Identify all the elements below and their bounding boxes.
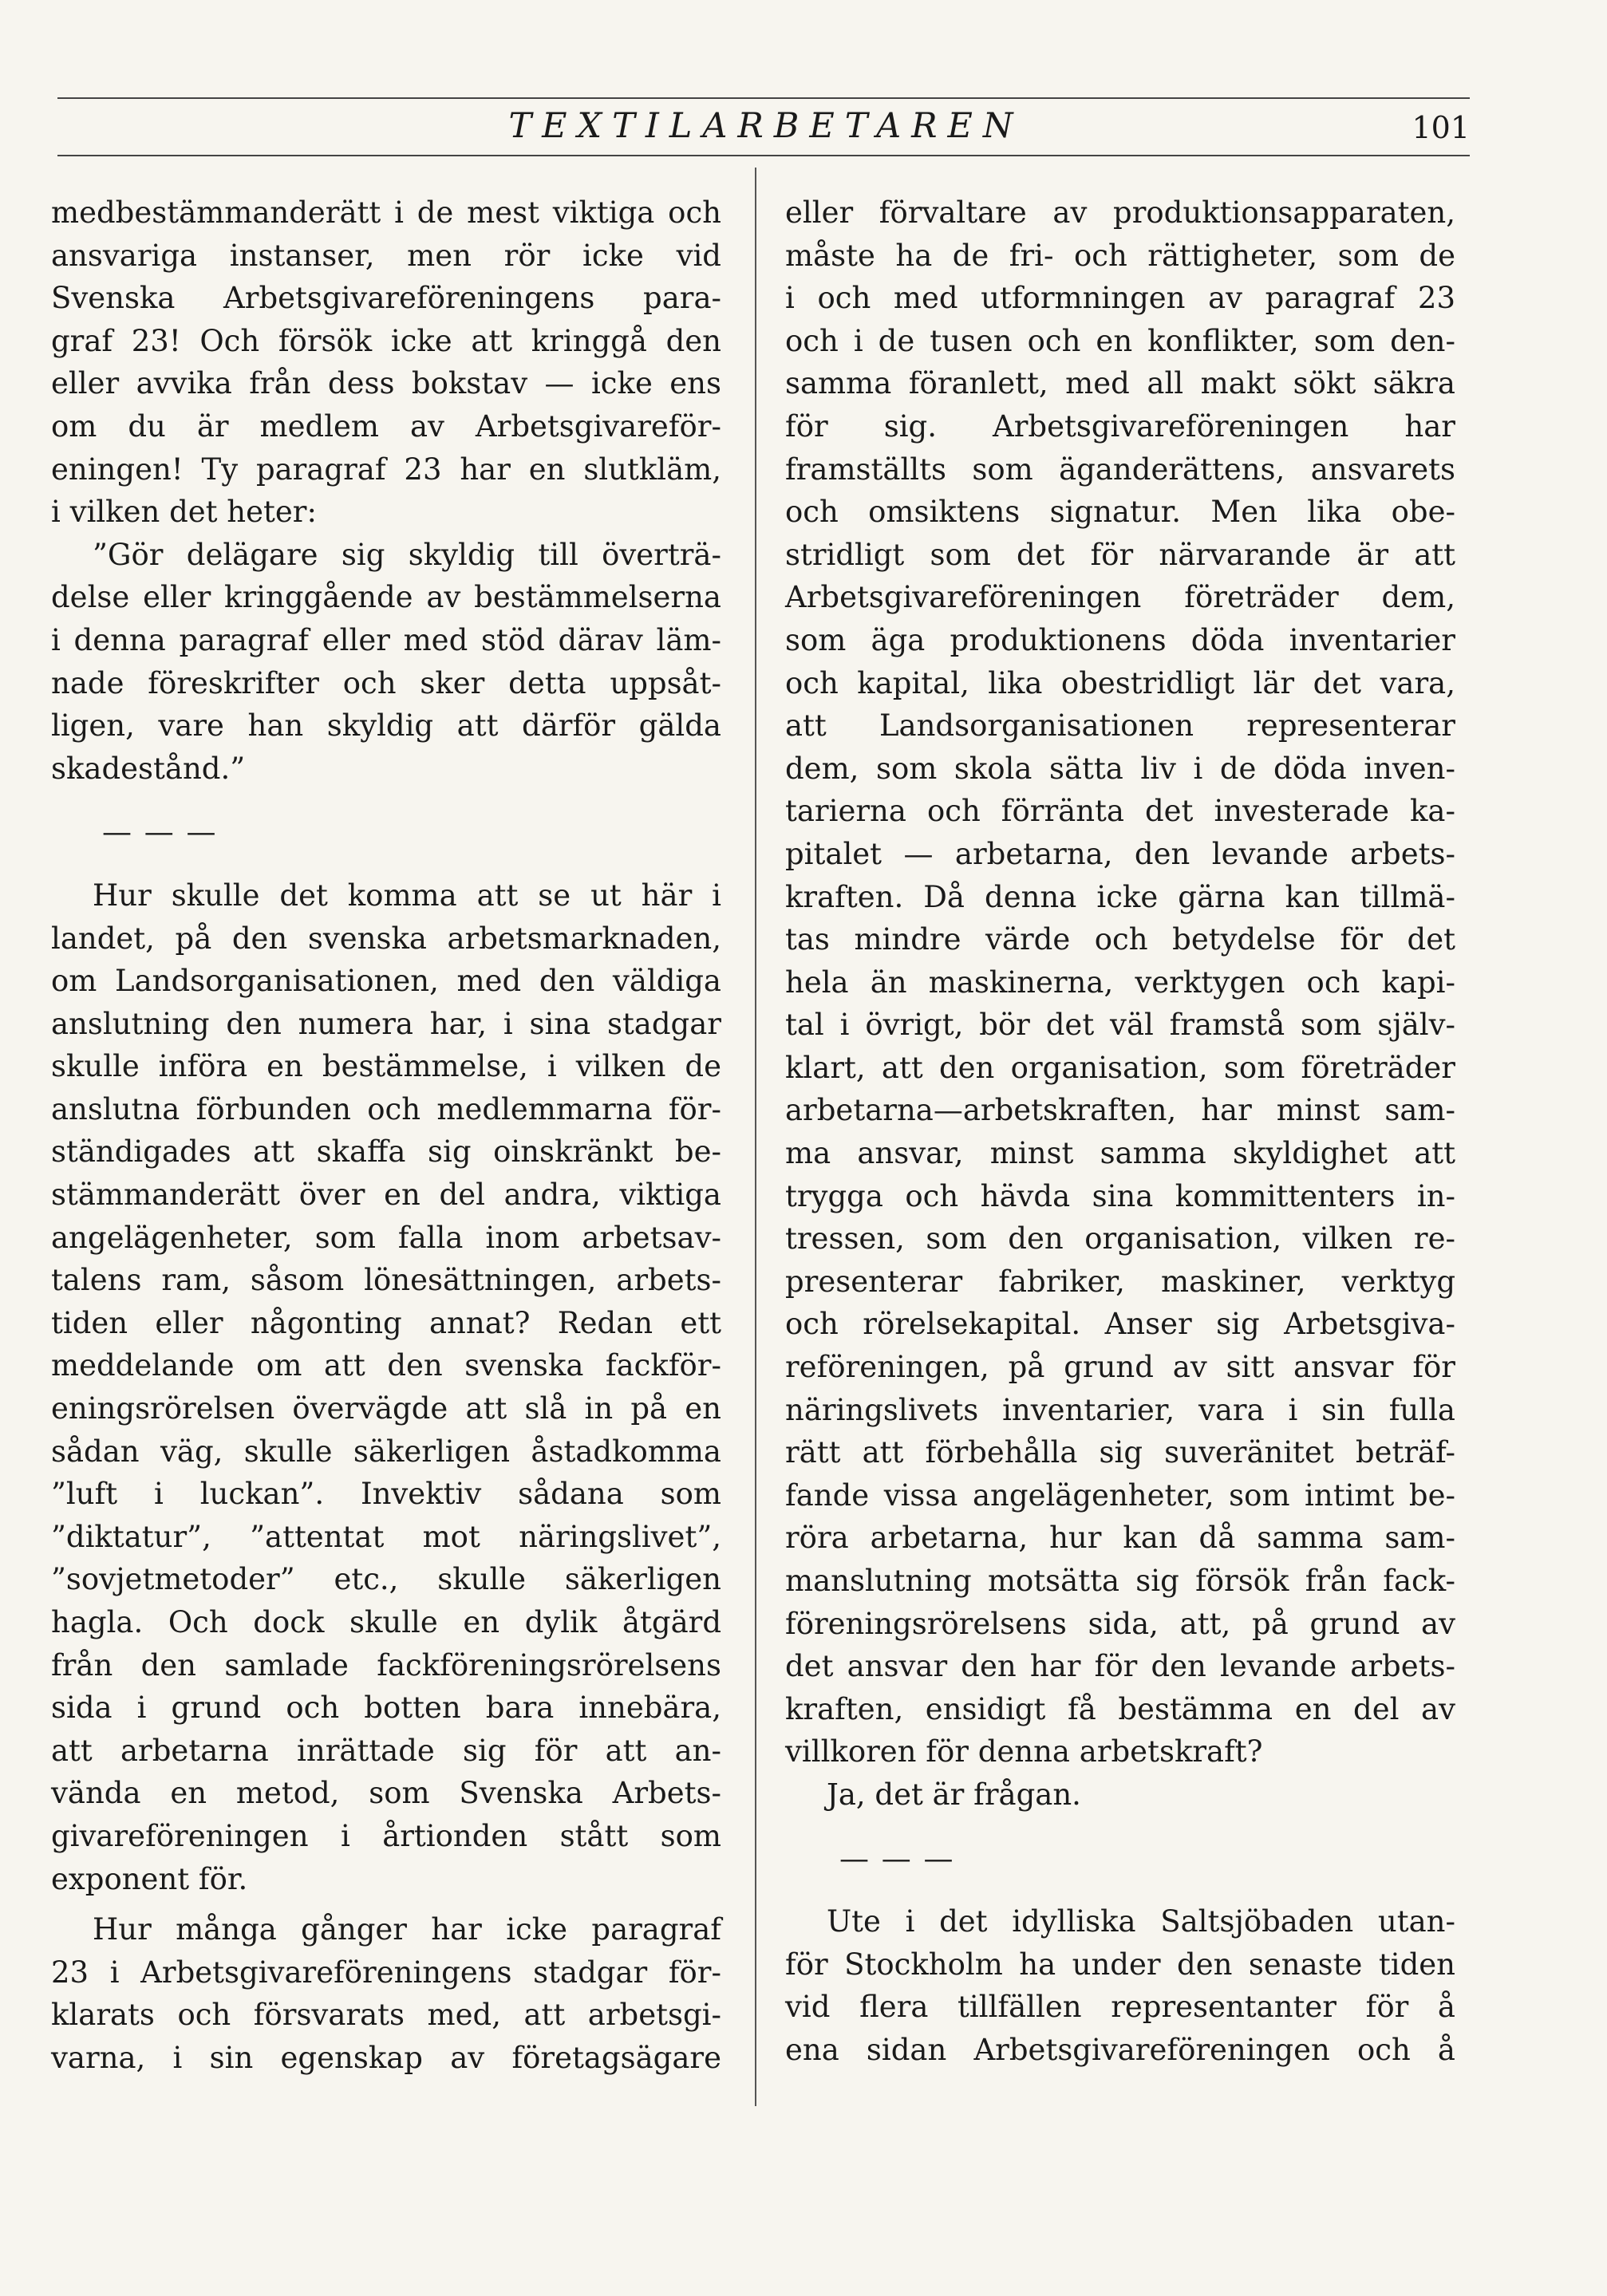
- text-line: tal i övrigt, bör det väl framstå som själv-: [785, 1008, 1455, 1043]
- text-line: röra arbetarna, hur kan då samma sam-: [785, 1521, 1455, 1556]
- text-line: stämmanderätt över en del andra, viktiga: [51, 1178, 721, 1213]
- header-top-rule: [57, 97, 1470, 99]
- text-line: vid flera tillfällen representanter för å: [785, 1990, 1455, 2025]
- text-line: föreningsrörelsens sida, att, på grund av: [785, 1606, 1455, 1641]
- text-line: och rörelsekapital. Anser sig Arbetsgiva-: [785, 1307, 1455, 1342]
- text-line: angelägenheter, som falla inom arbetsav-: [51, 1220, 721, 1255]
- text-line: ”luft i luckan”. Invektiv sådana som: [51, 1477, 721, 1512]
- text-line: tiden eller någonting annat? Redan ett: [51, 1305, 721, 1340]
- right-column: [785, 191, 1455, 2072]
- text-line: Svenska Arbetsgivareföreningens para-: [51, 281, 721, 316]
- text-line: samma föranlett, med all makt sökt säkra: [785, 366, 1455, 401]
- text-line: vända en metod, som Svenska Arbets-: [51, 1776, 721, 1811]
- text-line: Hur skulle det komma att se ut här i: [93, 878, 721, 913]
- section-separator: — — —: [839, 1840, 955, 1876]
- text-line: Arbetsgivareföreningen företräder dem,: [785, 580, 1455, 615]
- paragraph: [51, 1908, 721, 2079]
- text-line: och i de tusen och en konflikter, som den-: [785, 323, 1455, 358]
- text-line: skulle införa en bestämmelse, i vilken de: [51, 1049, 721, 1084]
- text-line: 23 i Arbetsgivareföreningens stadgar för-: [51, 1955, 721, 1990]
- text-line: i denna paragraf eller med stöd därav läm-: [51, 622, 721, 657]
- text-line: graf 23! Och försök icke att kringgå den: [51, 323, 721, 358]
- text-line: presenterar fabriker, maskiner, verktyg: [785, 1264, 1455, 1299]
- text-line: talens ram, såsom lönesättningen, arbets-: [51, 1263, 721, 1298]
- header-bottom-rule: [57, 155, 1470, 156]
- text-line: klart, att den organisation, som företräder: [785, 1050, 1455, 1085]
- text-line: fande vissa angelägenheter, som intimt be-: [785, 1477, 1455, 1513]
- text-line: hela än maskinerna, verktygen och kapi-: [785, 965, 1455, 1000]
- running-title: TEXTILARBETAREN: [508, 106, 1024, 146]
- text-line: sådan väg, skulle säkerligen åstadkomma: [51, 1434, 721, 1469]
- text-line: framställts som äganderättens, ansvarets: [785, 452, 1455, 487]
- text-line: näringslivets inventarier, vara i sin fulla: [785, 1392, 1455, 1427]
- text-line: eller förvaltare av produktionsapparaten,: [785, 195, 1455, 230]
- text-line: eningsrörelsen övervägde att slå in på en: [51, 1391, 721, 1426]
- text-line: anslutna förbunden och medlemmarna för-: [51, 1091, 721, 1126]
- text-line: som äga produktionens döda inventarier: [785, 622, 1455, 657]
- text-line: och omsiktens signatur. Men lika obe-: [785, 495, 1455, 530]
- text-line: anslutning den numera har, i sina stadgar: [51, 1006, 721, 1041]
- text-line: om du är medlem av Arbetsgivareför-: [51, 408, 721, 444]
- paragraph: [785, 191, 1455, 1773]
- text-line: nade föreskrifter och sker detta uppsåt-: [51, 665, 721, 700]
- text-line: ma ansvar, minst samma skyldighet att: [785, 1136, 1455, 1171]
- text-line: tarierna och förränta det investerade ka-: [785, 794, 1455, 829]
- text-line: för sig. Arbetsgivareföreningen har: [785, 408, 1455, 444]
- text-line: kraften, ensidigt få bestämma en del av: [785, 1691, 1455, 1726]
- text-line: givareföreningen i årtionden stått som: [51, 1818, 721, 1853]
- block-quote: [51, 534, 721, 791]
- column-divider: [755, 168, 756, 2106]
- paragraph: [51, 874, 721, 1900]
- text-line: i vilken det heter:: [51, 495, 317, 530]
- text-line: från den samlade fackföreningsrörelsens: [51, 1647, 721, 1683]
- text-line: delse eller kringgående av bestämmelserna: [51, 580, 721, 615]
- text-line: sida i grund och botten bara innebära,: [51, 1690, 721, 1726]
- text-line: ”Gör delägare sig skyldig till överträ-: [93, 537, 721, 572]
- text-line: pitalet — arbetarna, den levande arbets-: [785, 836, 1455, 871]
- text-line: i och med utformningen av paragraf 23: [785, 281, 1455, 316]
- text-line: kraften. Då denna icke gärna kan tillmä-: [785, 879, 1455, 914]
- text-line: reföreningen, på grund av sitt ansvar för: [785, 1350, 1455, 1385]
- paragraph: [51, 191, 721, 534]
- text-line: det ansvar den har för den levande arbets-: [785, 1649, 1455, 1684]
- text-line: tas mindre värde och betydelse för det: [785, 922, 1455, 957]
- text-line: ”sovjetmetoder” etc., skulle säkerligen: [51, 1562, 721, 1597]
- text-line: ”diktatur”, ”attentat mot näringslivet”,: [51, 1519, 721, 1554]
- text-line: eningen! Ty paragraf 23 har en slutkläm,: [51, 452, 721, 487]
- page-number: 101: [1412, 110, 1470, 145]
- section-separator: — — —: [102, 815, 218, 850]
- left-column: [51, 191, 721, 2080]
- text-line: arbetarna—arbetskraften, har minst sam-: [785, 1093, 1455, 1128]
- text-line: dem, som skola sätta liv i de döda inven-: [785, 751, 1455, 786]
- text-line: stridligt som det för närvarande är att: [785, 537, 1455, 572]
- text-line: klarats och försvarats med, att arbetsgi-: [51, 1998, 721, 2033]
- text-line: villkoren för denna arbetskraft?: [785, 1734, 1263, 1769]
- text-line: att arbetarna inrättade sig för att an-: [51, 1733, 721, 1768]
- text-line: trygga och hävda sina kommittenters in-: [785, 1178, 1455, 1213]
- text-line: skadestånd.”: [51, 751, 246, 786]
- text-line: om Landsorganisationen, med den väldiga: [51, 964, 721, 999]
- text-line: Hur många gånger har icke paragraf: [93, 1912, 721, 1947]
- text-line: att Landsorganisationen representerar: [785, 708, 1455, 744]
- text-line: tressen, som den organisation, vilken re-: [785, 1221, 1455, 1256]
- text-line: för Stockholm ha under den senaste tiden: [785, 1947, 1455, 1982]
- text-line: och kapital, lika obestridligt lär det vara,: [785, 665, 1455, 700]
- text-line: eller avvika från dess bokstav — icke ens: [51, 366, 721, 401]
- text-line: landet, på den svenska arbetsmarknaden,: [51, 921, 721, 956]
- text-line: Ja, det är frågan.: [827, 1777, 1081, 1812]
- text-line: hagla. Och dock skulle en dylik åtgärd: [51, 1605, 721, 1639]
- text-line: ligen, vare han skyldig att därför gälda: [51, 708, 721, 744]
- text-line: varna, i sin egenskap av företagsägare: [51, 2040, 721, 2075]
- text-line: exponent för.: [51, 1861, 248, 1896]
- text-line: manslutning motsätta sig försök från fack-: [785, 1564, 1455, 1598]
- text-line: rätt att förbehålla sig suveränitet beträf-: [785, 1435, 1455, 1470]
- text-line: Ute i det idylliska Saltsjöbaden utan-: [827, 1904, 1455, 1939]
- paragraph: [785, 1900, 1455, 2071]
- text-line: ständigades att skaffa sig oinskränkt be-: [51, 1134, 721, 1170]
- text-line: ena sidan Arbetsgivareföreningen och å: [785, 2032, 1455, 2067]
- text-line: ansvariga instanser, men rör icke vid: [51, 238, 721, 273]
- text-line: måste ha de fri- och rättigheter, som de: [785, 238, 1455, 273]
- text-line: meddelande om att den svenska fackför-: [51, 1348, 721, 1383]
- text-line: medbestämmanderätt i de mest viktiga och: [51, 195, 721, 230]
